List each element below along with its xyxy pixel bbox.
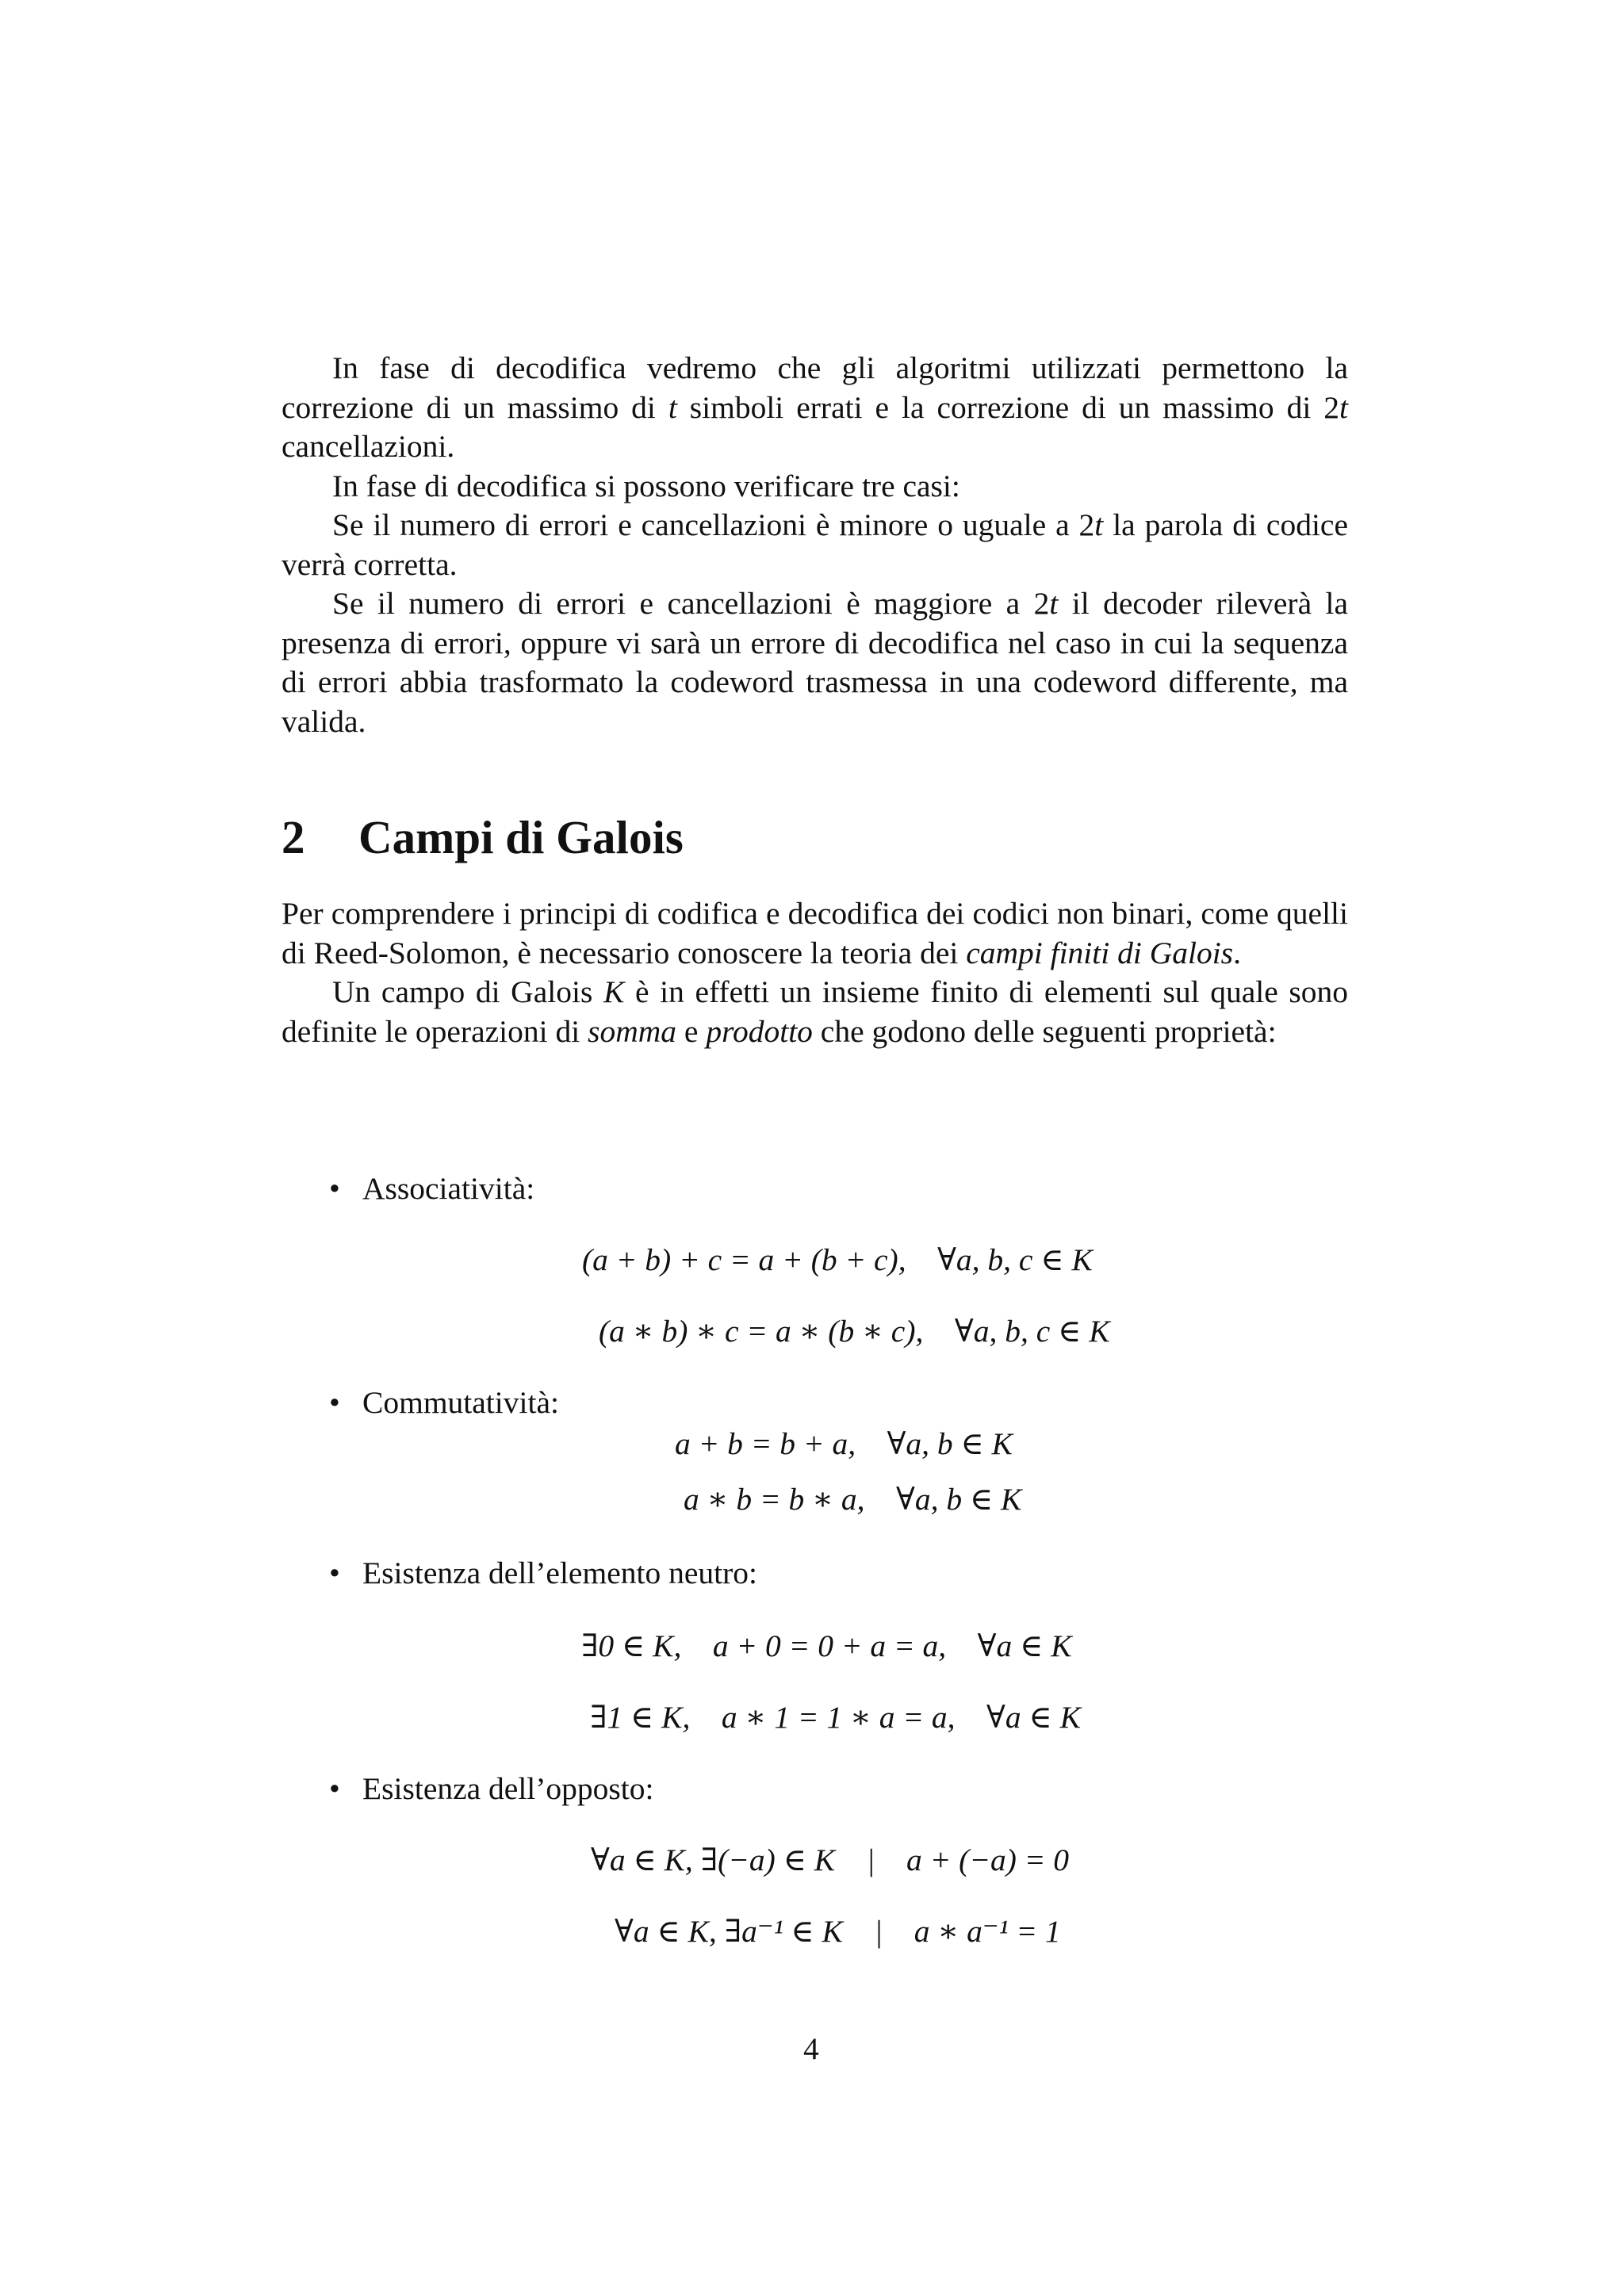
equation: a ∗ b = b ∗ a, ∀a, b ∈ K (684, 1482, 1022, 1517)
equation: ∃0 ∈ K, a + 0 = 0 + a = a, ∀a ∈ K (581, 1628, 1072, 1663)
math-var: K (603, 974, 625, 1009)
text-run: Se il numero di errori e cancellazioni è minore o uguale a 2 (332, 507, 1095, 542)
math-var: t (1049, 586, 1059, 621)
bullet-icon: • (329, 1171, 340, 1206)
equation: (a ∗ b) ∗ c = a ∗ (b ∗ c), ∀a, b, c ∈ K (599, 1314, 1110, 1349)
text-run: il decoder rileverà la presenza di errori, oppure vi sarà un errore di decodifica nel caso in cui la sequenza di errori abbia trasformato la codeword trasmessa in una codeword differente, ma valida. (282, 586, 1349, 739)
text-run: . (1233, 935, 1241, 970)
section-heading (282, 809, 684, 866)
text-run: In fase di decodifica vedremo che gli algoritmi utilizzati permettono la correzione di un massimo di (282, 350, 1348, 425)
equation: (a + b) + c = a + (b + c), ∀a, b, c ∈ K (582, 1242, 1093, 1277)
list-item (329, 1770, 654, 1809)
math-var: t (668, 389, 677, 425)
section-body (282, 894, 1348, 1051)
equation: a + b = b + a, ∀a, b ∈ K (675, 1426, 1013, 1461)
text-run: Se il numero di errori e cancellazioni è maggiore a 2 (332, 586, 1050, 621)
list-item-label: Esistenza dell’elemento neutro: (362, 1556, 757, 1590)
list-item-label: Commutatività: (362, 1385, 559, 1420)
list-item (329, 1554, 757, 1594)
section-number: 2 (282, 811, 305, 863)
bullet-icon: • (329, 1556, 340, 1590)
list-item (329, 1383, 559, 1423)
paragraph (282, 973, 1348, 1051)
emphasis: campi finiti di Galois (966, 935, 1234, 970)
math-var: t (1339, 389, 1349, 425)
paragraph (282, 584, 1348, 741)
text-run: che godono delle seguenti proprietà: (812, 1013, 1277, 1049)
list-item-label: Esistenza dell’opposto: (362, 1771, 654, 1806)
intro-text (282, 349, 1348, 741)
section-title: Campi di Galois (358, 811, 684, 863)
text-run: simboli errati e la correzione di un massimo di 2 (676, 389, 1340, 425)
math-var: t (1094, 507, 1104, 542)
paragraph (282, 349, 1348, 467)
page-number: 4 (803, 2031, 819, 2066)
emphasis: prodotto (706, 1013, 813, 1049)
text-run: cancellazioni. (282, 429, 455, 464)
equation: ∀a ∈ K, ∃a⁻¹ ∈ K | a ∗ a⁻¹ = 1 (615, 1914, 1061, 1949)
text-run: la parola di codice verrà corretta. (282, 507, 1348, 582)
paragraph (282, 506, 1348, 584)
bullet-icon: • (329, 1385, 340, 1420)
list-item-label: Associatività: (362, 1171, 535, 1206)
equation: ∃1 ∈ K, a ∗ 1 = 1 ∗ a = a, ∀a ∈ K (590, 1700, 1081, 1735)
list-item (329, 1169, 535, 1209)
text-run: è in effetti un insieme finito di elementi sul quale sono definite le operazioni di (282, 974, 1349, 1049)
emphasis: somma (588, 1013, 677, 1049)
equation: ∀a ∈ K, ∃(−a) ∈ K | a + (−a) = 0 (591, 1843, 1070, 1877)
text-run: Un campo di Galois (332, 974, 603, 1009)
text-run: e (676, 1013, 707, 1049)
paragraph: In fase di decodifica si possono verificare tre casi: (332, 468, 960, 503)
paragraph (282, 894, 1348, 973)
bullet-icon: • (329, 1771, 340, 1806)
text-run: Per comprendere i principi di codifica e decodifica dei codici non binari, come quelli di Reed-Solomon, è necessario conoscere la teoria dei (282, 896, 1348, 970)
